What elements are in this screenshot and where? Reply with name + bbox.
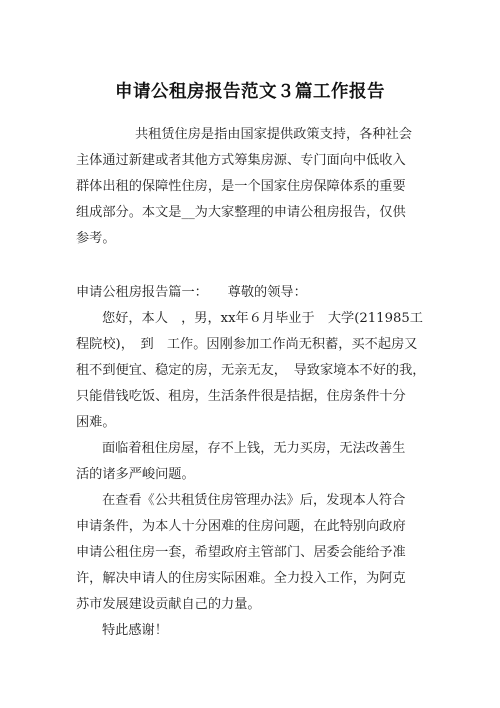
body-line-1: 您好，本人 ，男，xx年６月毕业于 大学(211985工 [102, 311, 423, 326]
document-title: 申请公租房报告范文３篇工作报告 [115, 82, 385, 102]
body-line-11: 许，解决申请人的住房实际困难。全力投入工作，为阿克 [76, 571, 406, 586]
body-line-4: 只能借钱吃饭、租房，生活条件很是拮据，住房条件十分 [76, 389, 406, 404]
intro-line-5: 参考。 [76, 231, 116, 246]
intro-line-3: 群体出租的保障性住房，是一个国家住房保障体系的重要 [76, 179, 406, 194]
body-line-9: 申请条件，为本人十分困难的住房问题，在此特别向政府 [76, 519, 406, 534]
body-line-6: 面临着租住房屋，存不上钱，无力买房，无法改善生 [102, 441, 406, 456]
body-line-2: 程院校)， 到 工作。因刚参加工作尚无积蓄，买不起房又 [76, 337, 418, 352]
intro-line-2: 主体通过新建或者其他方式筹集房源、专门面向中低收入 [76, 153, 406, 168]
body-line-5: 困难。 [76, 415, 116, 430]
closing-line: 特此感谢！ [102, 623, 168, 638]
body-line-8: 在查看《公共租赁住房管理办法》后，发现本人符合 [102, 493, 406, 508]
body-line-10: 申请公租住房一套，希望政府主管部门、居委会能给予准 [76, 545, 406, 560]
body-line-7: 活的诸多严峻问题。 [76, 467, 195, 482]
section-heading: 申请公租房报告篇一： 尊敬的领导： [76, 285, 307, 300]
body-line-3: 租不到便宜、稳定的房，无亲无友， 导致家境本不好的我， [76, 363, 426, 378]
body-line-12: 苏市发展建设贡献自己的力量。 [76, 597, 261, 612]
intro-line-1: 共租赁住房是指由国家提供政策支持，各种社会 [135, 127, 412, 142]
intro-line-4: 组成部分。本文是__为大家整理的申请公租房报告，仅供 [76, 205, 406, 220]
